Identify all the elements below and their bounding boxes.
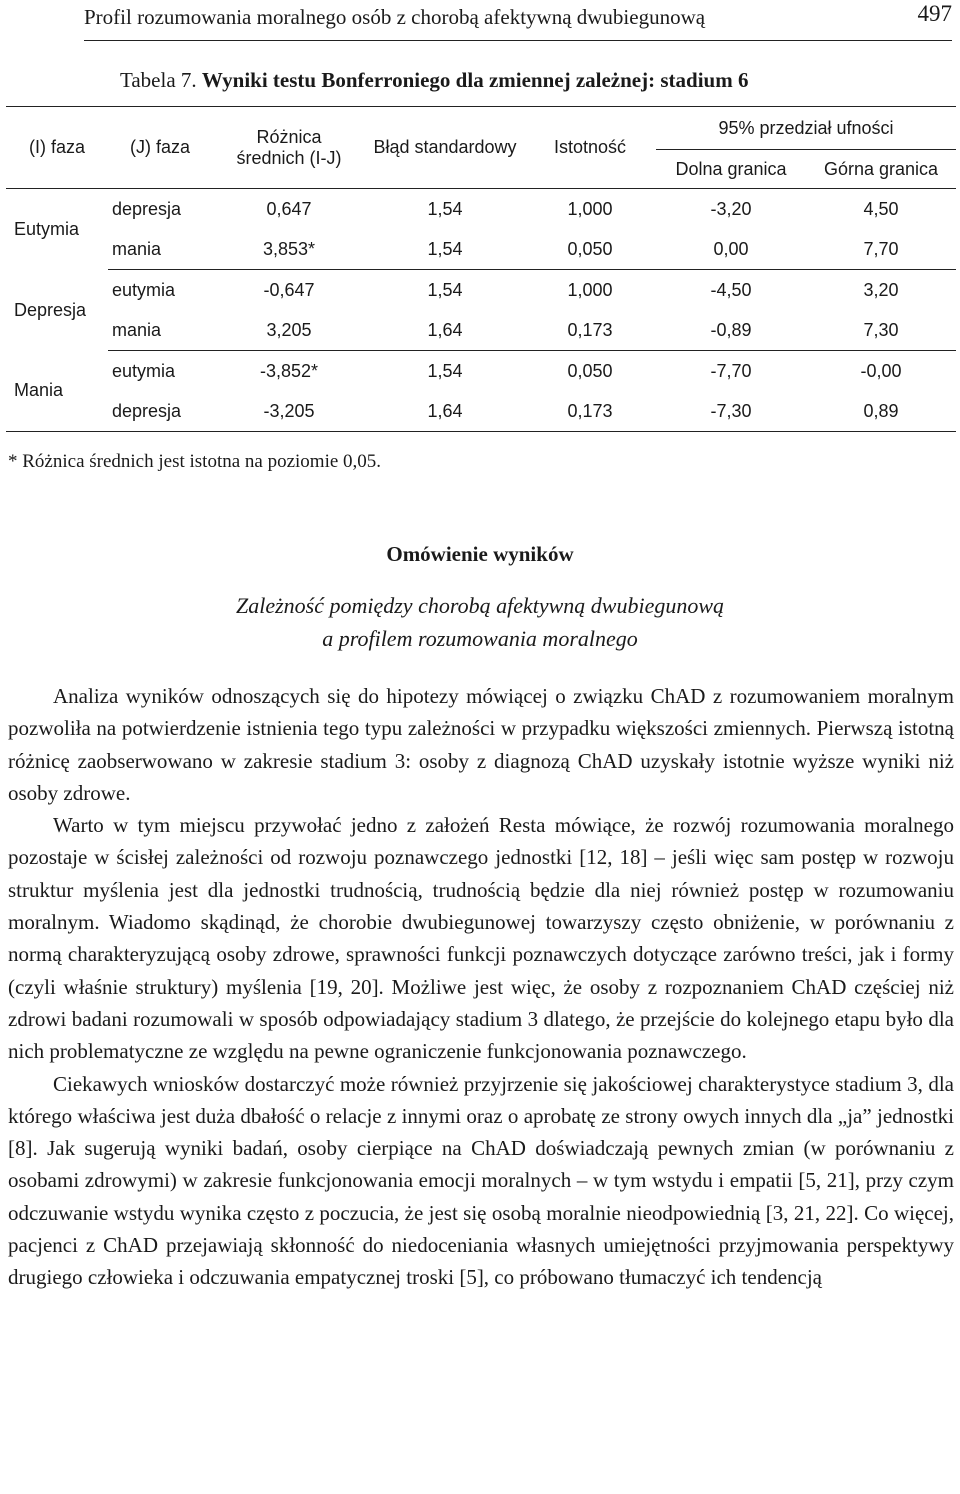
- subheading-line2: a profilem rozumowania moralnego: [322, 626, 638, 651]
- cell-std-error: 1,64: [427, 400, 463, 421]
- bonferroni-table: [6, 106, 956, 432]
- table-row: [6, 270, 956, 311]
- paragraph: Ciekawych wniosków dostarczyć może również przyjrzenie się jakościowej charakterystyce stadium 3, dla którego właściwa jest duża dbałość o relacje z innymi oraz o aprobatę ze strony owych innych dla „ja” jednostki [8]. Jak sugerują wyniki badań, osoby cierpiące na ChAD doświadczają pewnych zmian (w porównaniu z osobami zdrowymi) w zakresie funkcjonowania emocji moralnych – w tym wstydu i empatii [5, 21], przy czym odczuwanie wstydu wynika często z poczucia, że jest się osobą moralnie nieodpowiednią [3, 21, 22]. Co więcej, pacjenci z ChAD przejawiają skłonność do niedoceniania własnych umiejętności przyjmowania perspektywy drugiego człowieka i odczuwania empatycznej troski [5], co próbowano tłumaczyć ich tendencją: [8, 1071, 954, 1290]
- group-label: Eutymia: [14, 218, 80, 239]
- cell-significance: 0,173: [567, 400, 613, 421]
- table-row: [6, 351, 956, 392]
- cell-ci-upper: 4,50: [863, 198, 899, 219]
- cell-std-error: 1,54: [427, 360, 463, 381]
- table-row: [6, 189, 956, 230]
- cell-ci-lower: 0,00: [656, 229, 806, 270]
- cell-ci-upper: 7,70: [806, 229, 956, 270]
- cell-ci-upper: 3,20: [863, 279, 899, 300]
- cell-std-error: 1,54: [427, 279, 463, 300]
- cell-j-phase: eutymia: [112, 360, 176, 381]
- subheading-line1: Zależność pomiędzy chorobą afektywną dwubiegunową: [235, 593, 725, 618]
- cell-mean-diff: 0,647: [266, 198, 312, 219]
- cell-mean-diff: -3,205: [263, 400, 315, 421]
- header-i-phase: (I) faza: [28, 137, 85, 157]
- cell-j-phase: mania: [108, 229, 212, 270]
- cell-ci-upper: 7,30: [806, 310, 956, 351]
- group-label: Depresja: [14, 299, 87, 320]
- cell-j-phase: eutymia: [112, 279, 176, 300]
- table-footnote: * Różnica średnich jest istotna na poziomie 0,05.: [8, 451, 382, 472]
- body-text: [8, 680, 954, 1294]
- header-mean-diff-line2: średnich (I-J): [236, 147, 342, 168]
- cell-j-phase: mania: [108, 310, 212, 351]
- table-row: [6, 310, 956, 351]
- cell-significance: 1,000: [567, 279, 613, 300]
- cell-significance: 0,050: [567, 360, 613, 381]
- cell-significance: 0,173: [524, 310, 656, 351]
- header-j-phase: (J) faza: [129, 137, 190, 157]
- paragraph: Analiza wyników odnoszących się do hipotezy mówiącej o związku ChAD z rozumowaniem moralnym pozwoliła na potwierdzenie istnienia tego typu zależności w przypadku większości zmiennych. Pierwszą istotną różnicę zaobserwowano w zakresie stadium 3: osoby z diagnozą ChAD uzyskały istotnie wyższe wyniki niż osoby zdrowe.: [8, 684, 954, 805]
- cell-significance: 1,000: [567, 198, 613, 219]
- cell-mean-diff: 3,853*: [212, 229, 366, 270]
- cell-ci-upper: 0,89: [863, 400, 899, 421]
- table-caption-label: Tabela 7.: [120, 68, 197, 92]
- page-number: 497: [917, 1, 952, 26]
- cell-significance: 0,050: [524, 229, 656, 270]
- header-significance: Istotność: [553, 137, 627, 157]
- cell-std-error: 1,54: [366, 229, 524, 270]
- running-header-title: Profil rozumowania moralnego osób z chorobą afektywną dwubiegunową: [84, 5, 706, 29]
- header-mean-diff-line1: Różnica: [256, 126, 322, 147]
- group-label: Mania: [14, 380, 64, 401]
- paragraph: Warto w tym miejscu przywołać jedno z założeń Resta mówiące, że rozwój rozumowania moralnego pozostaje w ścisłej zależności od rozwoju poznawczego jednostki [12, 18] – jeśli więc sam postęp w rozwoju struktur myślenia jest dla jednostki trudnością, trudnością będzie dla niej również postęp w rozumowaniu moralnym. Wiadomo skądinąd, że chorobie dwubiegunowej towarzyszy często obniżenie, w porównaniu z normą charakteryzującą osoby zdrowe, sprawności funkcji poznawczych dotyczące zarówno treści, jak i formy (czyli właśnie struktury) myślenia [19, 20]. Możliwe jest więc, że osoby z rozpoznaniem ChAD częściej niż zdrowi badani rozumowali w sposób odpowiadający stadium 3 dlatego, że przejście do kolejnego etapu było dla nich problematyczne ze względu na pewne ograniczenie funkcjonowania poznawczego.: [8, 813, 954, 1064]
- cell-ci-lower: -0,89: [656, 310, 806, 351]
- cell-ci-lower: -3,20: [710, 198, 752, 219]
- cell-j-phase: depresja: [112, 198, 182, 219]
- header-std-error: Błąd standardowy: [373, 137, 517, 157]
- cell-std-error: 1,64: [366, 310, 524, 351]
- cell-mean-diff: -0,647: [263, 279, 315, 300]
- cell-std-error: 1,54: [427, 198, 463, 219]
- cell-j-phase: depresja: [112, 400, 182, 421]
- cell-ci-lower: -4,50: [710, 279, 752, 300]
- running-header: [84, 0, 952, 41]
- cell-ci-lower: -7,30: [710, 400, 752, 421]
- table-caption-title: Wyniki testu Bonferroniego dla zmiennej zależnej: stadium 6: [201, 68, 749, 92]
- cell-mean-diff: -3,852*: [259, 360, 319, 381]
- header-ci: 95% przedział ufności: [656, 107, 956, 150]
- table-caption: [120, 68, 748, 93]
- section-heading: Omówienie wyników: [386, 542, 574, 566]
- cell-mean-diff: 3,205: [212, 310, 366, 351]
- table-row: [6, 229, 956, 270]
- header-ci-upper: Górna granica: [823, 158, 939, 179]
- header-mean-diff: [212, 107, 366, 189]
- cell-ci-upper: -0,00: [860, 360, 902, 381]
- cell-ci-lower: -7,70: [710, 360, 752, 381]
- header-ci-lower: Dolna granica: [675, 158, 787, 179]
- table-row: [6, 391, 956, 432]
